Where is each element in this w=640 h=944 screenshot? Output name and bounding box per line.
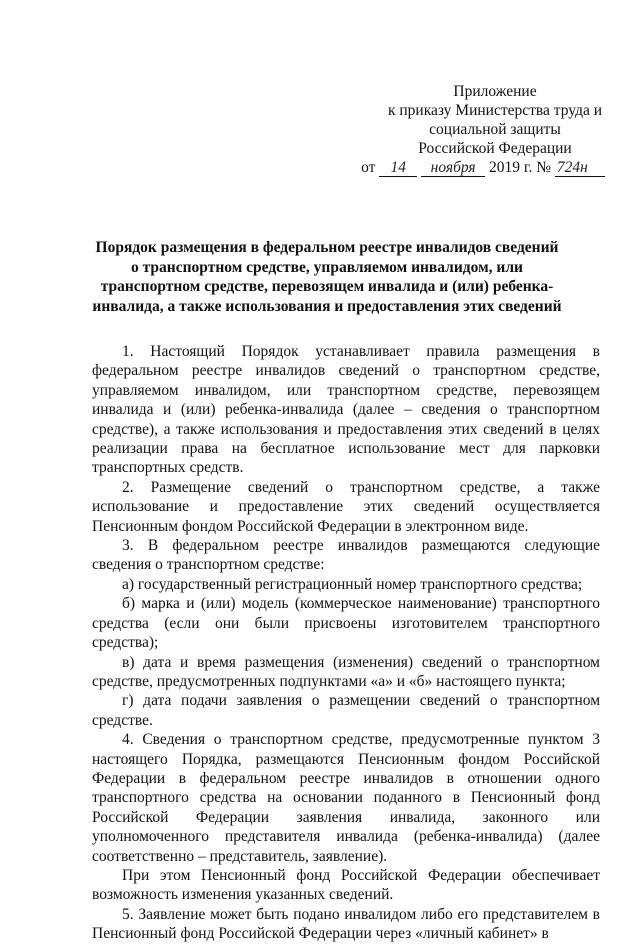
date-year: 2019 г. № bbox=[489, 159, 552, 176]
subitem-v: в) дата и время размещения (изменения) сведений о транспортном средстве, предусмотренных подпунктами «а» и «б» настоящего пункта; bbox=[92, 653, 600, 690]
appendix-header bbox=[361, 82, 610, 177]
handwritten-day: 14 bbox=[379, 160, 417, 177]
appendix-order-ref: к приказу Министерства труда и bbox=[387, 102, 603, 119]
handwritten-order-number: 724н bbox=[555, 160, 605, 177]
appendix-country: Российской Федерации bbox=[418, 140, 572, 157]
date-prefix: от bbox=[361, 159, 376, 176]
paragraph-4: 4. Сведения о транспортном средстве, предусмотренные пунктом 3 настоящего Порядка, размещаются Пенсионным фондом Российской Федерации в федеральном реестре инвалидов в отношении одного транспортного средства на основании поданного в Пенсионный фонд Российской Федерации заявления инвалида, законного или уполномоченного представителя инвалида (ребенка-инвалида) (далее соответственно – представитель, заявление). bbox=[92, 731, 600, 865]
appendix-date-line bbox=[356, 158, 610, 177]
handwritten-month: ноября bbox=[421, 160, 485, 177]
paragraph-2: 2. Размещение сведений о транспортном средстве, а также использование и предоставление этих сведений осуществляется Пенсионным фондом Российской Федерации в электронном виде. bbox=[92, 478, 600, 535]
document-title: Порядок размещения в федеральном реестре инвалидов сведений о транспортном средстве, управляемом инвалидом, или транспортном средстве, перевозящем инвалида и (или) ребенка-инвалида, а также использования и предоставления этих сведений bbox=[92, 239, 562, 315]
subitem-b: б) марка и (или) модель (коммерческое наименование) транспортного средства (если они были присвоены изготовителем транспортного средства); bbox=[92, 595, 600, 652]
paragraph-1: 1. Настоящий Порядок устанавливает правила размещения в федеральном реестре инвалидов сведений о транспортном средстве, управляемом инвалидом, или транспортном средстве, перевозящем инвалида и (или) ребенка-инвалида (далее – сведения о транспортном средстве), а также использования и предоставления этих сведений в целях реализации права на бесплатное использование мест для парковки транспортных средств. bbox=[92, 343, 600, 477]
document-body bbox=[92, 342, 600, 944]
appendix-title: Приложение bbox=[453, 83, 537, 100]
paragraph-3: 3. В федеральном реестре инвалидов размещаются следующие сведения о транспортном средстве: bbox=[92, 537, 600, 574]
subitem-g: г) дата подачи заявления о размещении сведений о транспортном средстве. bbox=[92, 692, 600, 729]
paragraph-5: 5. Заявление может быть подано инвалидом либо его представителем в Пенсионный фонд Российской Федерации через «личный кабинет» в bbox=[92, 905, 600, 943]
appendix-ministry: социальной защиты bbox=[429, 121, 561, 138]
subitem-a: а) государственный регистрационный номер транспортного средства; bbox=[122, 575, 583, 593]
paragraph-4-note: При этом Пенсионный фонд Российской Федерации обеспечивает возможность изменения указанных сведений. bbox=[92, 866, 600, 904]
